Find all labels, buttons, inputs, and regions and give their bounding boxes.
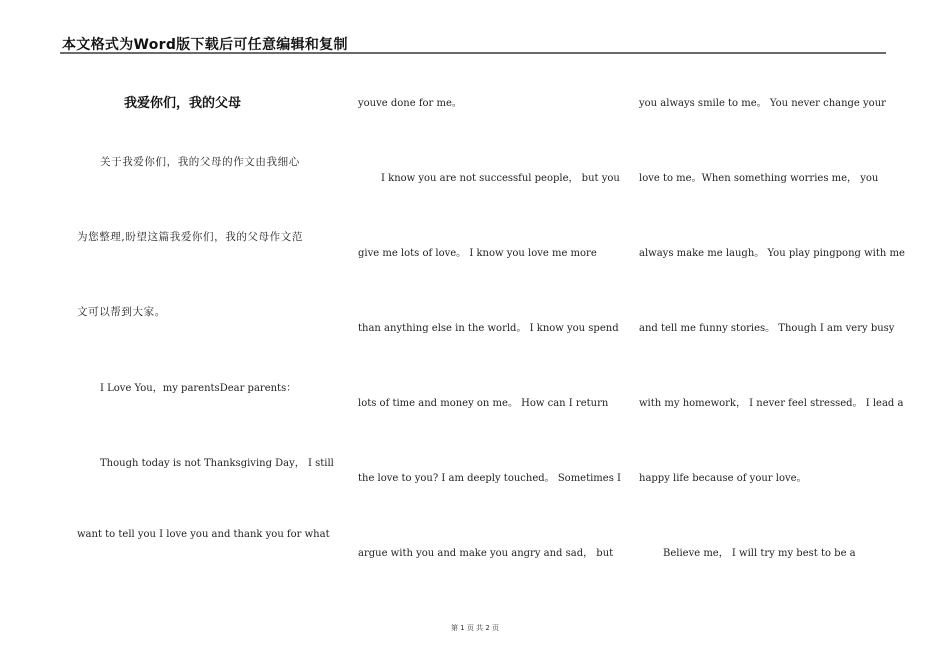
header-divider	[60, 52, 886, 54]
col2-line-1: youve done for me。	[358, 98, 462, 109]
col1-line-6: want to tell you I love you and thank you for what	[77, 529, 330, 540]
col2-line-2: I know you are not successful people， but you	[381, 173, 620, 184]
col2-line-7: argue with you and make you angry and sad， but	[358, 548, 614, 559]
col3-line-1: you always smile to me。 You never change your	[639, 98, 886, 109]
col3-line-2: love to me。When something worries me， you	[639, 173, 879, 184]
document-header-title: 本文格式为Word版下载后可任意编辑和复制	[62, 37, 348, 53]
col2-line-3: give me lots of love。 I know you love me more	[358, 248, 597, 259]
col2-line-4: than anything else in the world。 I know you spend	[358, 323, 619, 334]
col1-line-5: Though today is not Thanksgiving Day， I still	[100, 458, 334, 469]
col3-line-6: happy life because of your love。	[639, 473, 807, 484]
col2-line-5: lots of time and money on me。 How can I return	[358, 398, 609, 409]
col2-line-6: the love to you? I am deeply touched。 Sometimes I	[358, 473, 621, 484]
col1-line-1: 关于我爱你们，我的父母的作文由我细心	[100, 156, 300, 168]
col3-line-3: always make me laugh。 You play pingpong with me	[639, 248, 905, 259]
col3-line-5: with my homework， I never feel stressed。 I lead a	[639, 398, 904, 409]
page-number-footer: 第 1 页 共 2 页	[450, 624, 500, 632]
col3-line-7: Believe me， I will try my best to be a	[663, 548, 856, 559]
col1-line-3: 文可以帮到大家。	[77, 306, 166, 318]
col1-line-2: 为您整理,盼望这篇我爱你们，我的父母作文范	[77, 231, 303, 243]
article-title: 我爱你们，我的父母	[124, 96, 242, 111]
col1-line-4: I Love You，my parentsDear parents：	[100, 383, 297, 394]
col3-line-4: and tell me funny stories。 Though I am very busy	[639, 323, 895, 334]
